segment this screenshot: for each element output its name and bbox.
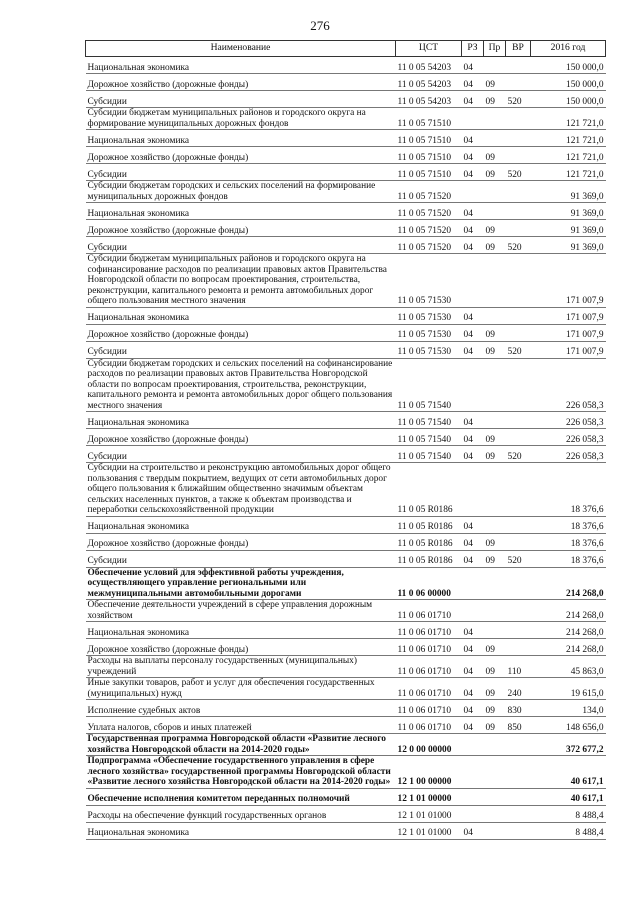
cell-cst: 11 0 05 71520 (396, 220, 462, 237)
cell-cst: 11 0 05 71520 (396, 237, 462, 254)
cell-vr: 110 (506, 656, 531, 678)
cell-name: Субсидии на строительство и реконструкцию автомобильных дорог общего пользования с твердым покрытием, ведущих от сети автомобильных дорог общего пользования к ближайшим общественно значимым объектам сельских населенных пунктов, а также к объектам производства и переработки сельскохозяйственной продукции (86, 463, 396, 517)
cell-sum: 226 058,3 (531, 412, 606, 429)
cell-vr (506, 203, 531, 220)
table-row (86, 678, 606, 700)
table-row (86, 307, 606, 324)
cell-sum: 150 000,0 (531, 57, 606, 74)
cell-rz: 04 (462, 678, 484, 700)
cell-cst: 11 0 05 71530 (396, 254, 462, 308)
cell-sum: 121 721,0 (531, 164, 606, 181)
cell-vr (506, 756, 531, 789)
cell-sum: 121 721,0 (531, 130, 606, 147)
cell-vr (506, 639, 531, 656)
header-pr: Пр (484, 41, 506, 57)
cell-cst: 11 0 05 R0186 (396, 463, 462, 517)
cell-cst: 12 1 01 01000 (396, 805, 462, 822)
cell-sum: 214 268,0 (531, 567, 606, 600)
cell-sum: 226 058,3 (531, 358, 606, 412)
cell-sum: 8 488,4 (531, 822, 606, 839)
header-vr: ВР (506, 41, 531, 57)
cell-rz: 04 (462, 656, 484, 678)
cell-name: Субсидии (86, 91, 396, 108)
cell-sum: 214 268,0 (531, 622, 606, 639)
cell-rz: 04 (462, 822, 484, 839)
cell-vr (506, 567, 531, 600)
cell-sum: 91 369,0 (531, 203, 606, 220)
cell-sum: 372 677,2 (531, 734, 606, 756)
header-rz: РЗ (462, 41, 484, 57)
cell-vr: 520 (506, 341, 531, 358)
cell-cst: 11 0 05 71520 (396, 181, 462, 203)
cell-pr: 09 (484, 74, 506, 91)
cell-pr (484, 203, 506, 220)
header-sum: 2016 год (531, 41, 606, 57)
cell-cst: 11 0 06 01710 (396, 678, 462, 700)
cell-sum: 91 369,0 (531, 237, 606, 254)
table-header-row (86, 41, 606, 57)
cell-cst: 11 0 06 01710 (396, 622, 462, 639)
cell-name: Субсидии (86, 446, 396, 463)
cell-rz: 04 (462, 550, 484, 567)
table-row (86, 57, 606, 74)
cell-name: Обеспечение условий для эффективной работы учреждения, осуществляющего управление региональными или межмуниципальными автомобильными дорогами (86, 567, 396, 600)
cell-vr (506, 181, 531, 203)
cell-sum: 91 369,0 (531, 181, 606, 203)
cell-sum: 19 615,0 (531, 678, 606, 700)
cell-vr (506, 533, 531, 550)
cell-sum: 171 007,9 (531, 307, 606, 324)
cell-pr: 09 (484, 164, 506, 181)
cell-vr: 520 (506, 237, 531, 254)
cell-name: Государственная программа Новгородской области «Развитие лесного хозяйства Новгородской области на 2014-2020 годы» (86, 734, 396, 756)
cell-pr: 09 (484, 446, 506, 463)
cell-cst: 11 0 05 71520 (396, 203, 462, 220)
cell-sum: 150 000,0 (531, 74, 606, 91)
cell-sum: 18 376,6 (531, 516, 606, 533)
cell-name: Субсидии (86, 164, 396, 181)
cell-cst: 12 1 01 00000 (396, 788, 462, 805)
cell-name: Национальная экономика (86, 516, 396, 533)
cell-sum: 214 268,0 (531, 639, 606, 656)
table-row (86, 717, 606, 734)
cell-pr (484, 567, 506, 600)
cell-rz: 04 (462, 237, 484, 254)
cell-rz (462, 567, 484, 600)
cell-rz (462, 463, 484, 517)
cell-rz: 04 (462, 622, 484, 639)
cell-name: Обеспечение исполнения комитетом переданных полномочий (86, 788, 396, 805)
cell-pr: 09 (484, 237, 506, 254)
cell-rz: 04 (462, 446, 484, 463)
cell-pr (484, 600, 506, 622)
cell-vr (506, 307, 531, 324)
table-row (86, 639, 606, 656)
cell-rz: 04 (462, 57, 484, 74)
cell-cst: 11 0 05 54203 (396, 91, 462, 108)
table-row (86, 550, 606, 567)
table-row (86, 533, 606, 550)
cell-sum: 40 617,1 (531, 756, 606, 789)
table-row (86, 130, 606, 147)
cell-name: Дорожное хозяйство (дорожные фонды) (86, 147, 396, 164)
cell-rz (462, 734, 484, 756)
cell-cst: 12 0 00 00000 (396, 734, 462, 756)
cell-vr (506, 358, 531, 412)
cell-name: Подпрограмма «Обеспечение государственного управления в сфере лесного хозяйства» государственной программы Новгородской области «Развитие лесного хозяйства Новгородской области на 2014-2020 годы» (86, 756, 396, 789)
cell-vr (506, 74, 531, 91)
table-row (86, 822, 606, 839)
cell-rz: 04 (462, 341, 484, 358)
cell-name: Дорожное хозяйство (дорожные фонды) (86, 220, 396, 237)
cell-pr: 09 (484, 533, 506, 550)
table-body (86, 57, 606, 840)
cell-cst: 11 0 05 71530 (396, 341, 462, 358)
cell-pr: 09 (484, 91, 506, 108)
cell-vr (506, 254, 531, 308)
cell-cst: 11 0 05 71540 (396, 412, 462, 429)
cell-rz: 04 (462, 91, 484, 108)
budget-table (85, 40, 606, 840)
cell-vr: 520 (506, 446, 531, 463)
cell-vr (506, 57, 531, 74)
cell-sum: 150 000,0 (531, 91, 606, 108)
cell-pr (484, 254, 506, 308)
cell-cst: 11 0 05 71540 (396, 358, 462, 412)
cell-name: Иные закупки товаров, работ и услуг для обеспечения государственных (муниципальных) нужд (86, 678, 396, 700)
cell-vr (506, 805, 531, 822)
cell-vr (506, 463, 531, 517)
cell-pr (484, 756, 506, 789)
cell-sum: 18 376,6 (531, 550, 606, 567)
cell-vr (506, 220, 531, 237)
cell-rz: 04 (462, 307, 484, 324)
cell-cst: 11 0 05 71530 (396, 324, 462, 341)
cell-cst: 11 0 05 71530 (396, 307, 462, 324)
page-number: 276 (310, 18, 330, 33)
cell-pr (484, 734, 506, 756)
cell-cst: 11 0 05 54203 (396, 74, 462, 91)
cell-name: Национальная экономика (86, 203, 396, 220)
cell-name: Национальная экономика (86, 622, 396, 639)
cell-pr: 09 (484, 147, 506, 164)
cell-rz (462, 181, 484, 203)
cell-sum: 91 369,0 (531, 220, 606, 237)
cell-pr (484, 463, 506, 517)
cell-vr: 240 (506, 678, 531, 700)
cell-pr: 09 (484, 678, 506, 700)
cell-name: Национальная экономика (86, 412, 396, 429)
cell-cst: 11 0 06 01710 (396, 639, 462, 656)
cell-rz: 04 (462, 324, 484, 341)
table-row (86, 74, 606, 91)
cell-rz: 04 (462, 164, 484, 181)
cell-sum: 45 863,0 (531, 656, 606, 678)
cell-rz: 04 (462, 203, 484, 220)
cell-rz: 04 (462, 147, 484, 164)
cell-cst: 12 1 01 01000 (396, 822, 462, 839)
cell-pr (484, 358, 506, 412)
cell-name: Обеспечение деятельности учреждений в сфере управления дорожным хозяйством (86, 600, 396, 622)
cell-vr (506, 600, 531, 622)
cell-name: Расходы на обеспечение функций государственных органов (86, 805, 396, 822)
cell-name: Дорожное хозяйство (дорожные фонды) (86, 429, 396, 446)
cell-cst: 11 0 06 00000 (396, 567, 462, 600)
cell-rz: 04 (462, 639, 484, 656)
cell-pr (484, 516, 506, 533)
cell-rz (462, 805, 484, 822)
cell-name: Субсидии (86, 341, 396, 358)
cell-name: Субсидии бюджетам городских и сельских поселений на формирование муниципальных дорожных фондов (86, 181, 396, 203)
cell-pr (484, 788, 506, 805)
table-row (86, 734, 606, 756)
cell-pr: 09 (484, 700, 506, 717)
cell-name: Субсидии бюджетам городских и сельских поселений на софинансирование расходов по реализации правовых актов Правительства Новгородской области по вопросам проектирования, строительства, реконструкции, капитального ремонта и ремонта автомобильных дорог общего пользования местного значения (86, 358, 396, 412)
table-row (86, 203, 606, 220)
cell-pr: 09 (484, 220, 506, 237)
cell-name: Дорожное хозяйство (дорожные фонды) (86, 74, 396, 91)
cell-rz (462, 358, 484, 412)
cell-rz: 04 (462, 412, 484, 429)
cell-pr: 09 (484, 717, 506, 734)
table-row (86, 429, 606, 446)
table-row (86, 341, 606, 358)
cell-cst: 11 0 05 54203 (396, 57, 462, 74)
cell-vr: 520 (506, 550, 531, 567)
cell-name: Национальная экономика (86, 307, 396, 324)
table-row (86, 805, 606, 822)
cell-cst: 11 0 06 01710 (396, 656, 462, 678)
cell-cst: 11 0 05 R0186 (396, 550, 462, 567)
table-row (86, 220, 606, 237)
cell-rz: 04 (462, 74, 484, 91)
cell-sum: 171 007,9 (531, 341, 606, 358)
cell-sum: 134,0 (531, 700, 606, 717)
table-row (86, 324, 606, 341)
table-row (86, 181, 606, 203)
cell-pr: 09 (484, 656, 506, 678)
table-row (86, 254, 606, 308)
cell-vr (506, 622, 531, 639)
cell-pr (484, 181, 506, 203)
cell-cst: 11 0 05 71510 (396, 130, 462, 147)
table-row (86, 91, 606, 108)
cell-rz: 04 (462, 516, 484, 533)
cell-cst: 11 0 05 R0186 (396, 516, 462, 533)
cell-sum: 171 007,9 (531, 324, 606, 341)
cell-rz: 04 (462, 700, 484, 717)
cell-cst: 12 1 00 00000 (396, 756, 462, 789)
cell-vr (506, 429, 531, 446)
cell-cst: 11 0 06 01710 (396, 600, 462, 622)
cell-name: Уплата налогов, сборов и иных платежей (86, 717, 396, 734)
cell-sum: 40 617,1 (531, 788, 606, 805)
cell-vr (506, 734, 531, 756)
cell-rz (462, 756, 484, 789)
table-row (86, 600, 606, 622)
table-row (86, 622, 606, 639)
cell-pr: 09 (484, 341, 506, 358)
cell-cst: 11 0 05 71540 (396, 446, 462, 463)
header-name: Наименование (86, 41, 396, 57)
cell-name: Национальная экономика (86, 57, 396, 74)
table-row (86, 358, 606, 412)
table-row (86, 237, 606, 254)
cell-sum: 18 376,6 (531, 463, 606, 517)
cell-name: Расходы на выплаты персоналу государственных (муниципальных) учреждений (86, 656, 396, 678)
table-row (86, 567, 606, 600)
table-row (86, 446, 606, 463)
cell-pr (484, 412, 506, 429)
cell-vr (506, 108, 531, 130)
cell-pr (484, 822, 506, 839)
table-row (86, 412, 606, 429)
table-row (86, 516, 606, 533)
cell-cst: 11 0 06 01710 (396, 717, 462, 734)
cell-vr (506, 324, 531, 341)
cell-rz: 04 (462, 130, 484, 147)
cell-name: Субсидии (86, 550, 396, 567)
table-row (86, 147, 606, 164)
cell-pr: 09 (484, 429, 506, 446)
cell-pr (484, 108, 506, 130)
cell-cst: 11 0 05 71510 (396, 164, 462, 181)
cell-vr: 520 (506, 164, 531, 181)
cell-cst: 11 0 05 71510 (396, 108, 462, 130)
cell-vr (506, 788, 531, 805)
cell-rz (462, 600, 484, 622)
cell-vr (506, 147, 531, 164)
cell-cst: 11 0 06 01710 (396, 700, 462, 717)
table-row (86, 788, 606, 805)
cell-name: Дорожное хозяйство (дорожные фонды) (86, 324, 396, 341)
cell-sum: 148 656,0 (531, 717, 606, 734)
table-row (86, 756, 606, 789)
cell-rz (462, 254, 484, 308)
cell-sum: 121 721,0 (531, 147, 606, 164)
cell-sum: 8 488,4 (531, 805, 606, 822)
cell-sum: 226 058,3 (531, 446, 606, 463)
cell-cst: 11 0 05 71540 (396, 429, 462, 446)
cell-pr: 09 (484, 639, 506, 656)
cell-name: Национальная экономика (86, 822, 396, 839)
cell-pr (484, 805, 506, 822)
cell-rz: 04 (462, 429, 484, 446)
cell-pr (484, 622, 506, 639)
cell-sum: 214 268,0 (531, 600, 606, 622)
cell-pr (484, 130, 506, 147)
cell-vr: 850 (506, 717, 531, 734)
cell-pr: 09 (484, 324, 506, 341)
cell-name: Национальная экономика (86, 130, 396, 147)
table-row (86, 463, 606, 517)
cell-rz: 04 (462, 220, 484, 237)
cell-name: Субсидии бюджетам муниципальных районов и городского округа на софинансирование расходов по реализации правовых актов Правительства Новгородской области по вопросам проектирования, строительства, реконструкции, капитального ремонта и ремонта автомобильных дорог общего пользования местного значения (86, 254, 396, 308)
table-row (86, 108, 606, 130)
header-cst: ЦСТ (396, 41, 462, 57)
cell-name: Дорожное хозяйство (дорожные фонды) (86, 639, 396, 656)
cell-pr (484, 307, 506, 324)
cell-name: Субсидии (86, 237, 396, 254)
cell-name: Дорожное хозяйство (дорожные фонды) (86, 533, 396, 550)
cell-sum: 121 721,0 (531, 108, 606, 130)
cell-rz (462, 108, 484, 130)
cell-cst: 11 0 05 71510 (396, 147, 462, 164)
cell-name: Исполнение судебных актов (86, 700, 396, 717)
cell-pr: 09 (484, 550, 506, 567)
cell-pr (484, 57, 506, 74)
cell-vr (506, 130, 531, 147)
cell-name: Субсидии бюджетам муниципальных районов и городского округа на формирование муниципальных дорожных фондов (86, 108, 396, 130)
cell-vr (506, 516, 531, 533)
cell-sum: 226 058,3 (531, 429, 606, 446)
cell-vr (506, 412, 531, 429)
cell-rz (462, 788, 484, 805)
cell-cst: 11 0 05 R0186 (396, 533, 462, 550)
cell-rz: 04 (462, 717, 484, 734)
cell-vr (506, 822, 531, 839)
table-row (86, 164, 606, 181)
cell-vr: 520 (506, 91, 531, 108)
cell-rz: 04 (462, 533, 484, 550)
table-row (86, 700, 606, 717)
table-row (86, 656, 606, 678)
cell-sum: 171 007,9 (531, 254, 606, 308)
cell-sum: 18 376,6 (531, 533, 606, 550)
cell-vr: 830 (506, 700, 531, 717)
